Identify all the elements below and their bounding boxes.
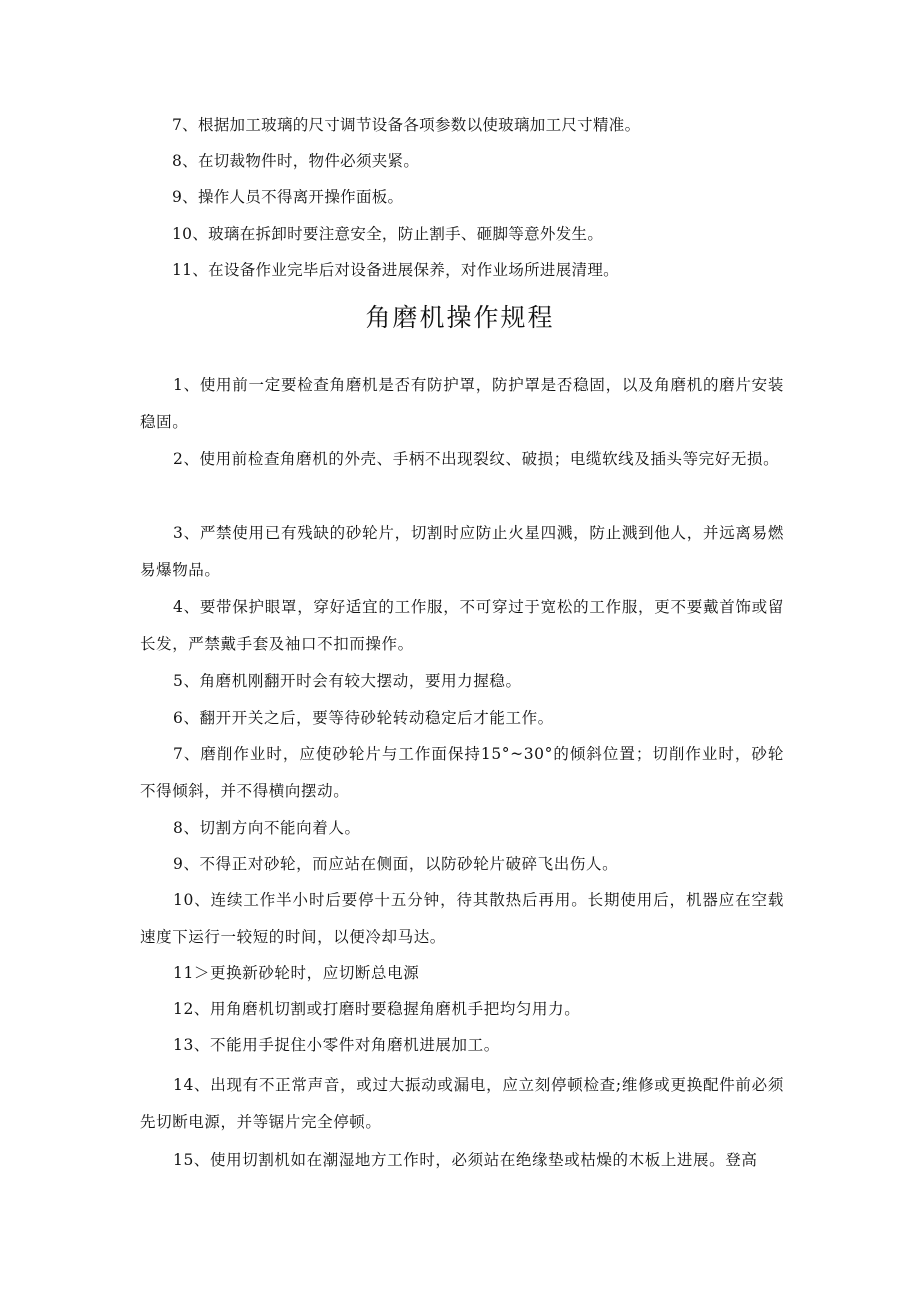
list-item: 15、使用切割机如在潮湿地方工作时，必须站在绝缘垫或枯燥的木板上进展。登高 <box>173 1151 758 1169</box>
list-item: 4、要带保护眼罩，穿好适宜的工作服，不可穿过于宽松的工作服，更不要戴首饰或留长发，严禁戴手套及袖口不扣而操作。 <box>140 598 784 653</box>
list-item: 7、磨削作业时，应使砂轮片与工作面保持15°~30°的倾斜位置；切削作业时，砂轮不得倾斜，并不得横向摆动。 <box>140 745 784 800</box>
list-item: 8、切割方向不能向着人。 <box>173 819 361 837</box>
list-item: 1、使用前一定要检查角磨机是否有防护罩，防护罩是否稳固，以及角磨机的磨片安装稳固。 <box>140 376 784 431</box>
list-item: 14、出现有不正常声音，或过大振动或漏电，应立刻停顿检查;维修或更换配件前必须先切断电源，并等锯片完全停顿。 <box>140 1076 784 1131</box>
list-item: 3、严禁使用已有残缺的砂轮片，切割时应防止火星四溅，防止溅到他人，并远离易燃易爆物品。 <box>140 524 784 579</box>
list-item: 5、角磨机刚翻开时会有较大摆动，要用力握稳。 <box>173 672 522 690</box>
list-item: 9、操作人员不得离开操作面板。 <box>172 188 404 206</box>
list-item: 6、翻开开关之后，要等待砂轮转动稳定后才能工作。 <box>173 709 554 727</box>
list-item: 12、用角磨机切割或打磨时要稳握角磨机手把均匀用力。 <box>173 1000 581 1018</box>
list-item: 2、使用前检查角磨机的外壳、手柄不出现裂纹、破损；电缆软线及插头等完好无损。 <box>173 450 780 468</box>
list-item: 13、不能用手捉住小零件对角磨机进展加工。 <box>173 1036 500 1054</box>
list-item: 10、玻璃在拆卸时要注意安全，防止割手、砸脚等意外发生。 <box>172 225 604 243</box>
list-item: 10、连续工作半小时后要停十五分钟，待其散热后再用。长期使用后，机器应在空载速度下运行一较短的时间，以便冷却马达。 <box>140 891 784 946</box>
list-item: 11、在设备作业完毕后对设备进展保养，对作业场所进展清理。 <box>172 261 619 279</box>
list-item: 8、在切裁物件时，物件必须夹紧。 <box>172 152 420 170</box>
list-item: 7、根据加工玻璃的尺寸调节设备各项参数以使玻璃加工尺寸精准。 <box>172 116 641 134</box>
section-title: 角磨机操作规程 <box>365 303 555 332</box>
list-item: 11＞更换新砂轮时，应切断总电源 <box>173 964 420 982</box>
list-item: 9、不得正对砂轮，而应站在侧面，以防砂轮片破碎飞出伤人。 <box>173 855 619 873</box>
